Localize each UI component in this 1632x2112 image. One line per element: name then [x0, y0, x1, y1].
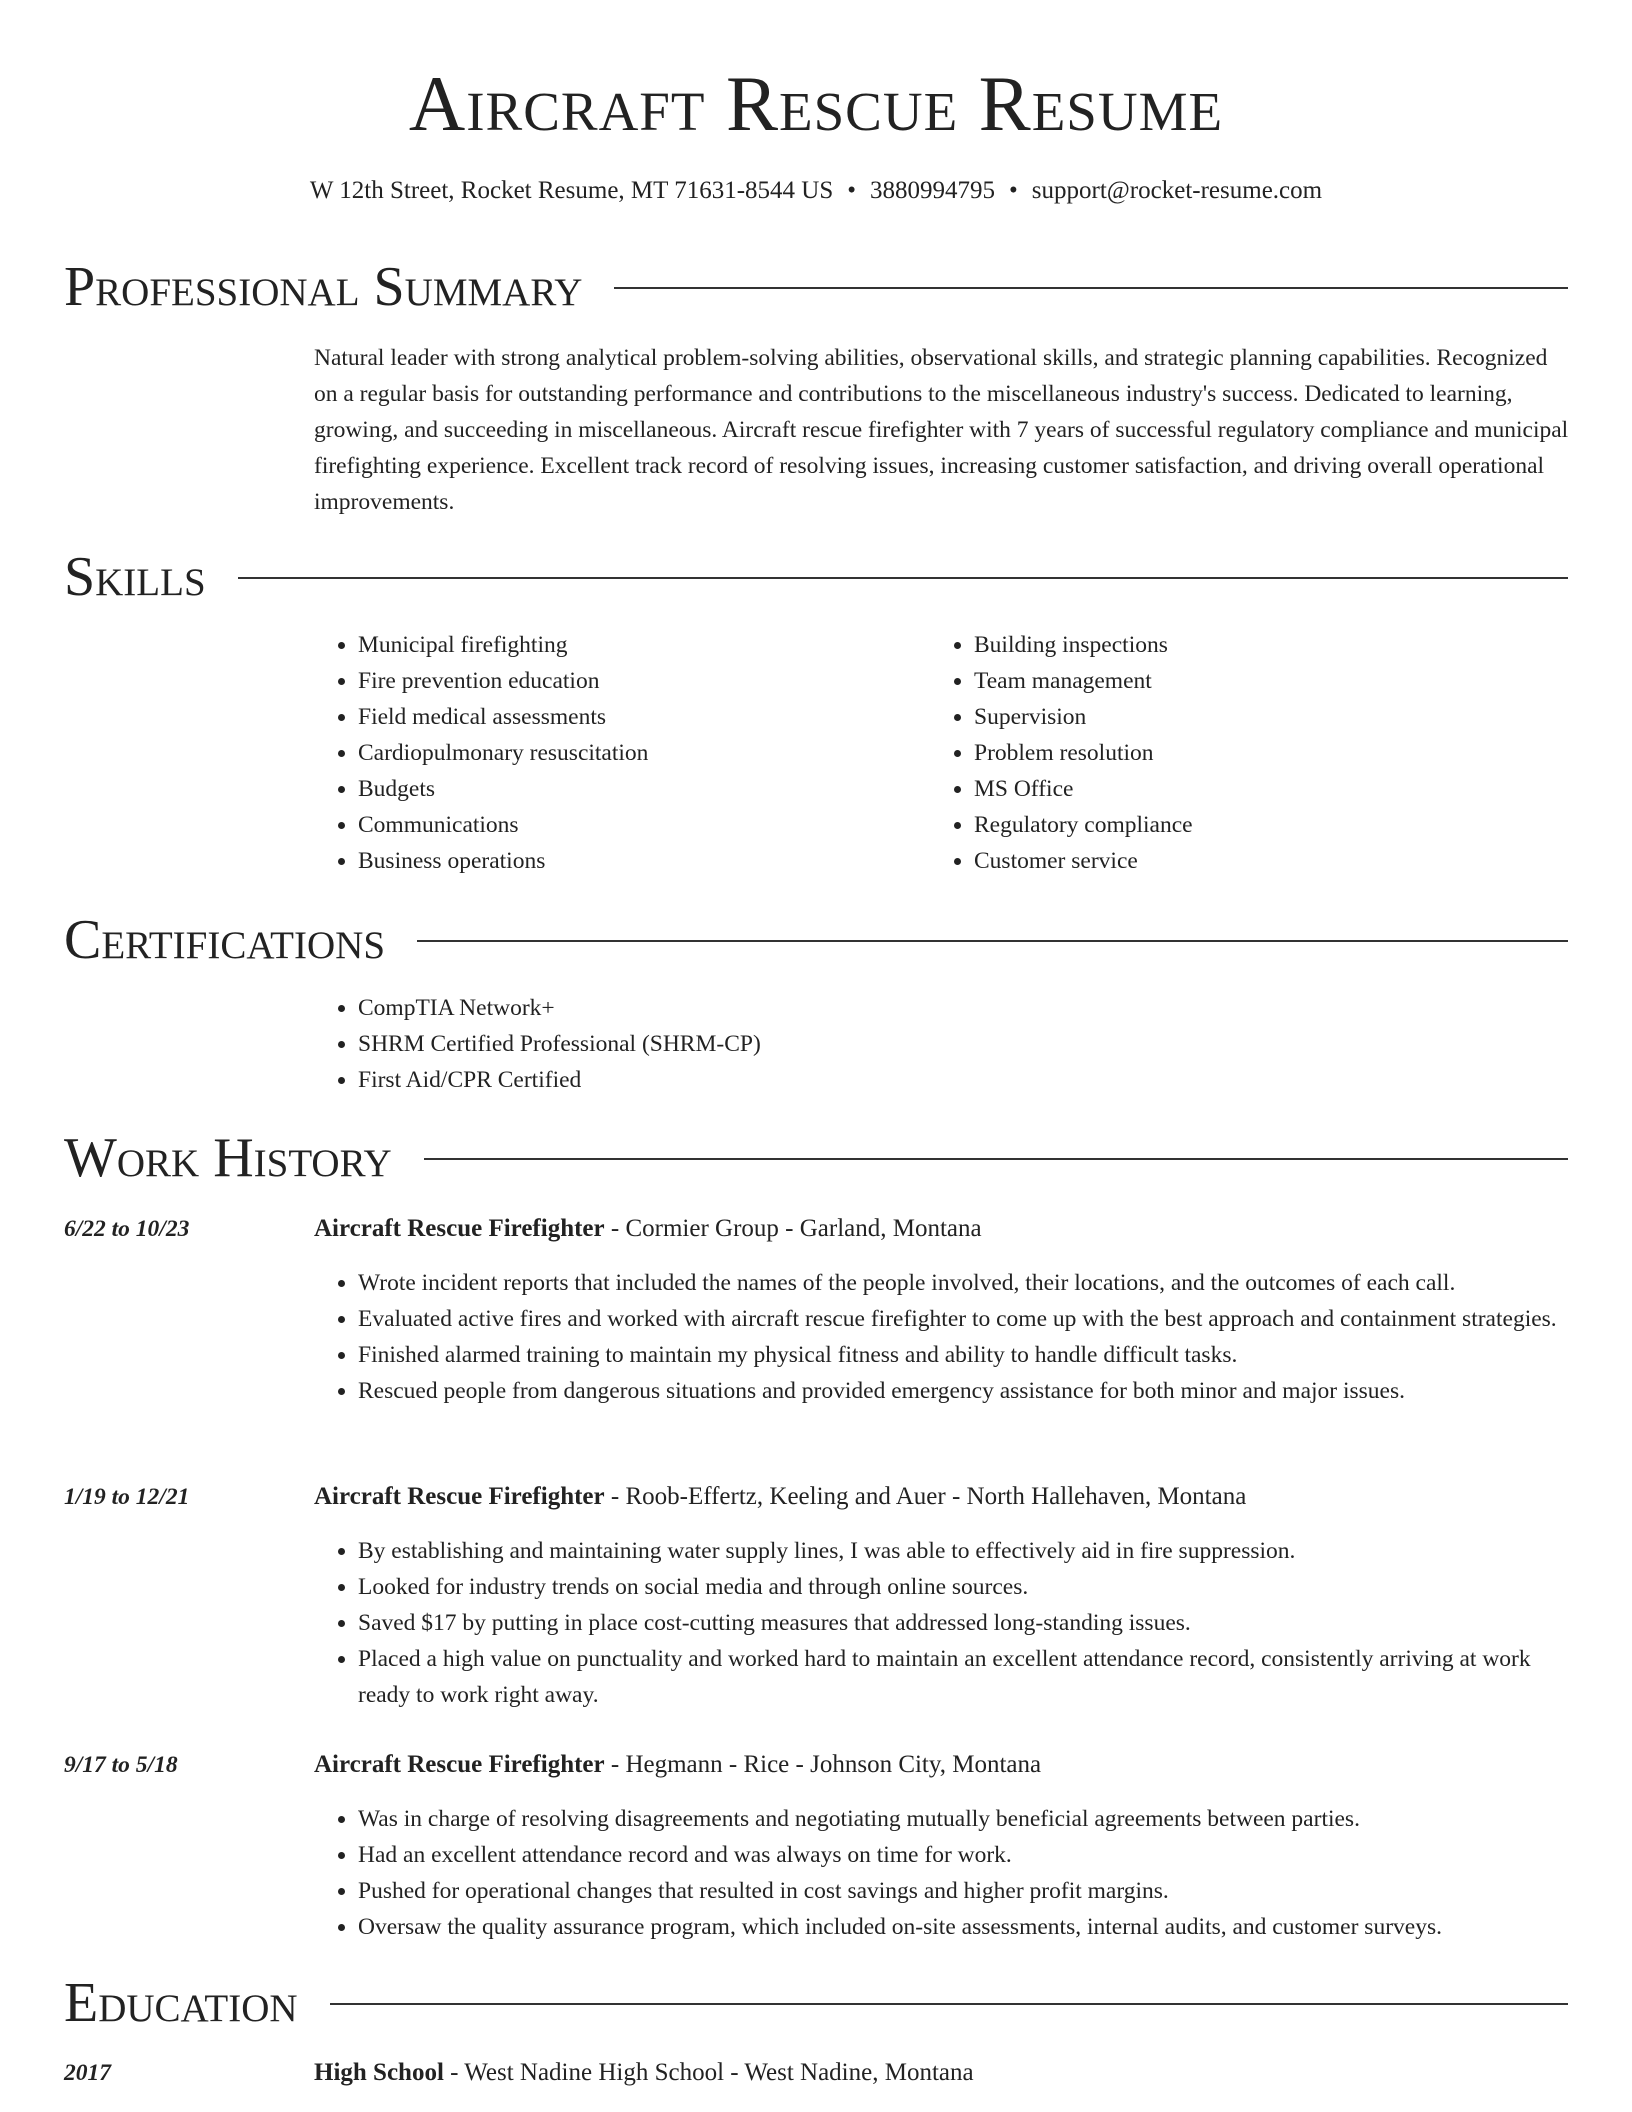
job-dates: 9/17 to 5/18 [64, 1752, 178, 1778]
duty-item: • Looked for industry trends on social media and through online sources. [358, 1569, 1572, 1605]
contact-line [0, 175, 1632, 207]
duty-item: • Wrote incident reports that included the names of the people involved, their locations, and the outcomes of each call. [358, 1265, 1572, 1301]
job-employer-location: - Roob-Effertz, Keeling and Auer - North Hallehaven, Montana [604, 1483, 1247, 1510]
job-dates: 1/19 to 12/21 [64, 1484, 190, 1510]
contact-email: support@rocket-resume.com [1031, 177, 1323, 204]
section-divider [614, 287, 1568, 289]
certifications-list [314, 990, 1572, 1098]
education-line [314, 2055, 1572, 2091]
skill-item: • Communications [358, 807, 914, 843]
skill-item: • Budgets [358, 771, 914, 807]
job-title-line [314, 1747, 1572, 1783]
duty-item: • Oversaw the quality assurance program, which included on-site assessments, internal audits, and customer surveys. [358, 1909, 1572, 1945]
duty-item: • Had an excellent attendance record and was always on time for work. [358, 1837, 1572, 1873]
contact-address: W 12th Street, Rocket Resume, MT 71631-8544 US [309, 177, 834, 204]
skills-section-header [64, 545, 1568, 609]
skills-column-right [930, 627, 1570, 879]
section-divider [238, 577, 1568, 579]
job-employer-location: - Cormier Group - Garland, Montana [604, 1215, 982, 1242]
skill-item: • Problem resolution [974, 735, 1570, 771]
education-school-location: - West Nadine High School - West Nadine, Montana [443, 2059, 974, 2086]
certification-item: • CompTIA Network+ [358, 990, 1572, 1026]
education-year: 2017 [64, 2060, 111, 2086]
job-duties [314, 1533, 1572, 1713]
skill-item: • Municipal firefighting [358, 627, 914, 663]
skill-item: • Supervision [974, 699, 1570, 735]
skill-item: • Business operations [358, 843, 914, 879]
job-title-line [314, 1479, 1572, 1515]
skill-item: • Team management [974, 663, 1570, 699]
job-dates: 6/22 to 10/23 [64, 1216, 190, 1242]
job-duties [314, 1265, 1572, 1409]
section-divider [417, 940, 1568, 942]
skill-item: • Field medical assessments [358, 699, 914, 735]
skill-item: • Regulatory compliance [974, 807, 1570, 843]
certifications-section-header [64, 908, 1568, 972]
contact-phone: 3880994795 [870, 177, 996, 204]
certification-item: • SHRM Certified Professional (SHRM-CP) [358, 1026, 1572, 1062]
job-duties [314, 1801, 1572, 1945]
certification-item: • First Aid/CPR Certified [358, 1062, 1572, 1098]
job-title: Aircraft Rescue Firefighter [314, 1483, 605, 1510]
duty-item: • Saved $17 by putting in place cost-cutting measures that addressed long-standing issues. [358, 1605, 1572, 1641]
job-title: Aircraft Rescue Firefighter [314, 1215, 605, 1242]
section-title-certifications: Certifications [64, 909, 386, 971]
skill-item: • MS Office [974, 771, 1570, 807]
skill-item: • Fire prevention education [358, 663, 914, 699]
skills-column-left [314, 627, 914, 879]
skill-item: • Cardiopulmonary resuscitation [358, 735, 914, 771]
duty-item: • Was in charge of resolving disagreements and negotiating mutually beneficial agreements between parties. [358, 1801, 1572, 1837]
resume-name: Aircraft Rescue Resume [408, 60, 1224, 147]
job-employer-location: - Hegmann - Rice - Johnson City, Montana [604, 1751, 1042, 1778]
contact-separator: • [847, 177, 857, 204]
section-divider [330, 2003, 1568, 2005]
skill-item: • Building inspections [974, 627, 1570, 663]
work-history-section-header [64, 1126, 1568, 1190]
duty-item: • Finished alarmed training to maintain my physical fitness and ability to handle difficult tasks. [358, 1337, 1572, 1373]
job-title-line [314, 1211, 1572, 1247]
duty-item: • By establishing and maintaining water supply lines, I was able to effectively aid in fire suppression. [358, 1533, 1572, 1569]
summary-section-header [64, 255, 1568, 319]
section-title-skills: Skills [64, 546, 206, 608]
summary-text: Natural leader with strong analytical problem-solving abilities, observational skills, and strategic planning capabilities. Recognized on a regular basis for outstanding performance and contributions to the miscellaneous industry's success. Dedicated to learning, growing, and succeeding in miscellaneous. Aircraft rescue firefighter with 7 years of successful regulatory compliance and municipal firefighting experience. Excellent track record of resolving issues, increasing customer satisfaction, and driving overall operational improvements. [314, 345, 1569, 515]
job-title: Aircraft Rescue Firefighter [314, 1751, 605, 1778]
section-title-summary: Professional Summary [64, 256, 583, 318]
duty-item: • Pushed for operational changes that resulted in cost savings and higher profit margins. [358, 1873, 1572, 1909]
duty-item: • Rescued people from dangerous situations and provided emergency assistance for both minor and major issues. [358, 1373, 1572, 1409]
education-degree: High School [314, 2059, 444, 2086]
contact-separator: • [1009, 177, 1018, 204]
duty-item: • Placed a high value on punctuality and worked hard to maintain an excellent attendance record, consistently arriving at work ready to work right away. [358, 1641, 1572, 1713]
education-section-header [64, 1971, 1568, 2035]
section-title-work-history: Work History [64, 1127, 392, 1189]
skill-item: • Customer service [974, 843, 1570, 879]
duty-item: • Evaluated active fires and worked with aircraft rescue firefighter to come up with the best approach and containment strategies. [358, 1301, 1572, 1337]
section-title-education: Education [64, 1972, 298, 2034]
section-divider [424, 1158, 1568, 1160]
